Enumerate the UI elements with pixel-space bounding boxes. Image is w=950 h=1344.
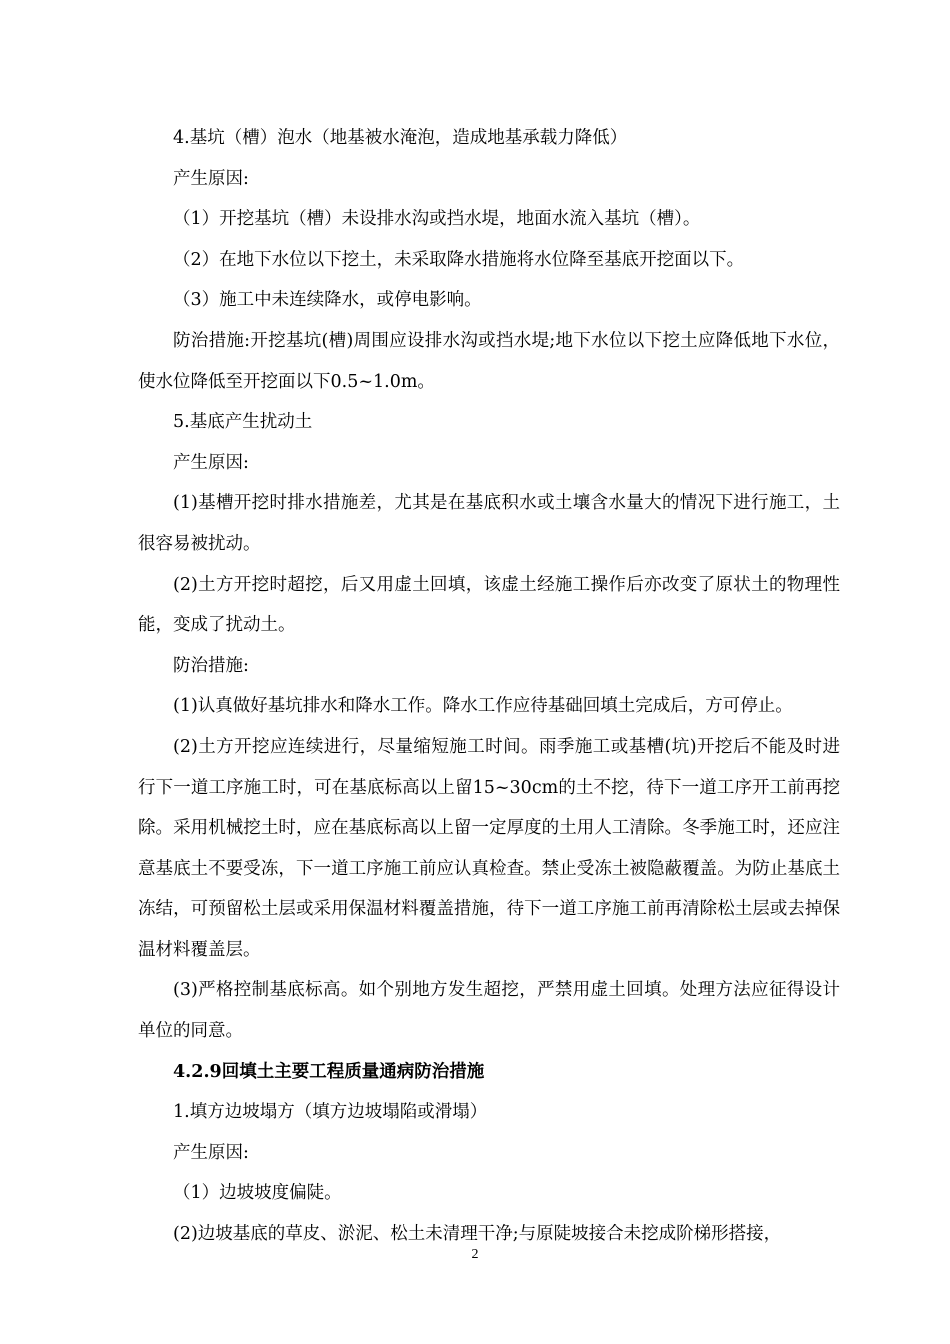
section-heading: 4.2.9回填土主要工程质量通病防治措施: [173, 1061, 485, 1082]
section-title: 1.填方边坡塌方（填方边坡塌陷或滑塌）: [173, 1102, 488, 1123]
paragraph: (2)边坡基底的草皮、淤泥、松土未清理干净;与原陡坡接合未挖成阶梯形搭接，: [173, 1224, 782, 1245]
paragraph: (1)认真做好基坑排水和降水工作。降水工作应待基础回填土完成后，方可停止。: [173, 696, 793, 717]
paragraph: 产生原因:: [173, 452, 249, 473]
paragraph: （1）边坡坡度偏陡。: [173, 1183, 342, 1204]
paragraph: (2)土方开挖时超挖，后又用虚土回填，该虚土经施工操作后亦改变了原状土的物理性能，变成了扰动土。: [138, 574, 840, 636]
paragraph: (1)基槽开挖时排水措施差，尤其是在基底积水或土壤含水量大的情况下进行施工，土很容易被扰动。: [138, 493, 840, 554]
paragraph: 防治措施:: [173, 655, 249, 676]
paragraph: 产生原因:: [173, 1142, 249, 1163]
body-text: [138, 118, 840, 1255]
paragraph: （1）开挖基坑（槽）未设排水沟或挡水堤，地面水流入基坑（槽）。: [173, 209, 701, 230]
paragraph: （3）施工中未连续降水，或停电影响。: [173, 290, 482, 311]
section-title: 5.基底产生扰动土: [173, 412, 313, 433]
paragraph: （2）在地下水位以下挖土，未采取降水措施将水位降至基底开挖面以下。: [173, 249, 745, 270]
paragraph: (2)土方开挖应连续进行，尽量缩短施工时间。雨季施工或基槽(坑)开挖后不能及时进行下一道工序施工时，可在基底标高以上留15~30cm的土不挖，待下一道工序开工前再挖除。采用机械挖土时，应在基底标高以上留一定厚度的土用人工清除。冬季施工时，还应注意基底土不要受冻，下一道工序施工前应认真检查。禁止受冻土被隐蔽覆盖。为防止基底土冻结，可预留松土层或采用保温材料覆盖措施，待下一道工序施工前再清除松土层或去掉保温材料覆盖层。: [138, 736, 840, 960]
section-title: 4.基坑（槽）泡水（地基被水淹泡，造成地基承载力降低）: [173, 128, 628, 148]
page-number: 2: [471, 1247, 479, 1262]
paragraph: 产生原因:: [173, 168, 249, 189]
paragraph: (3)严格控制基底标高。如个别地方发生超挖，严禁用虚土回填。处理方法应征得设计单位的同意。: [138, 980, 840, 1042]
paragraph: 防治措施:开挖基坑(槽)周围应设排水沟或挡水堤;地下水位以下挖土应降低地下水位，使水位降低至开挖面以下0.5~1.0m。: [138, 330, 840, 392]
